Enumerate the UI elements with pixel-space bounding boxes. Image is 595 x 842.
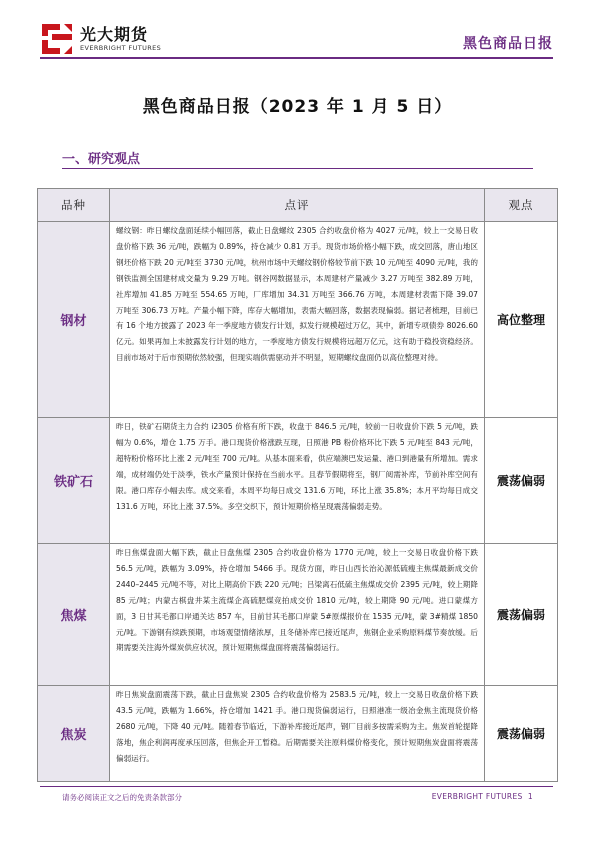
table-header-row (38, 189, 558, 222)
variety-view: 震荡偏弱 (485, 544, 558, 686)
page-number: 1 (527, 792, 533, 801)
variety-comment: 昨日焦煤盘面大幅下跌，截止日盘焦煤 2305 合约收盘价格为 1770 元/吨，较上一交易日收盘价格下跌 56.5 元/吨，跌幅为 3.09%，持仓增加 5466 手。现货方面，昨日山西长治沁源低硫瘦主焦煤最新成交价 2440–2445 元/吨不等，对比上期高价下跌 220 元/吨；吕梁离石低硫主焦煤成交价 2395 元/吨，较上期降 85 元/吨；内蒙古棋盘井某主流煤企高硫肥煤竞拍成交价 1810 元/吨，较上期降 90 元/吨。进口蒙煤方面，3 日甘其毛都口岸通关达 857 车，目前甘其毛都口岸蒙 5#原煤报价在 1535 元/吨，蒙 3#精煤 1850 元/吨。下游钢有续跌预期，市场观望情绪浓厚，且冬储补库已接近尾声，焦钢企业采购原料煤节奏放缓。后期需要关注海外煤炭供应状况，预计短期焦煤盘面将震荡偏弱运行。 (110, 544, 485, 686)
column-header-comment: 点评 (110, 189, 485, 222)
column-header-view: 观点 (485, 189, 558, 222)
table-row (38, 686, 558, 782)
brand-name-en: EVERBRIGHT FUTURES (80, 44, 162, 52)
variety-view: 高位整理 (485, 222, 558, 418)
everbright-logo-icon (40, 22, 74, 56)
variety-name: 钢材 (38, 222, 110, 418)
document-title: 黑色商品日报（2023 年 1 月 5 日） (142, 97, 453, 117)
research-table (37, 188, 558, 782)
table-row (38, 418, 558, 544)
footer-disclaimer: 请务必阅读正文之后的免责条款部分 (62, 793, 182, 802)
section-title: 一、研究观点 (62, 152, 141, 167)
table-row (38, 544, 558, 686)
variety-view: 震荡偏弱 (485, 418, 558, 544)
header-divider (40, 57, 553, 59)
page-header (0, 0, 595, 62)
table-row (38, 222, 558, 418)
report-name: 黑色商品日报 (463, 36, 553, 52)
variety-comment: 螺纹钢：昨日螺纹盘面延续小幅回落，截止日盘螺纹 2305 合约收盘价格为 4027 元/吨，较上一交易日收盘价格下跌 36 元/吨，跌幅为 0.89%，持仓减少 0.81 万手。现货市场价格小幅下跌，成交回落，唐山地区钢坯价格下跌 20 元/吨至 3730 元/吨，杭州市场中天螺纹钢价格较节前下跌 10 元/吨至 4090 元/吨，我的钢铁监测全国建材成交量为 9.29 万吨。钢谷网数据显示，本周建材产量减少 3.27 万吨至 382.89 万吨，社库增加 41.85 万吨至 554.65 万吨，厂库增加 34.31 万吨至 366.76 万吨，本周建材表需下降 39.07 万吨至 306.73 万吨。产量小幅下降，库存大幅增加，表需大幅回落，数据表现偏弱。据记者梳理，目前已有 16 个地方披露了 2023 年一季度地方债发行计划，拟发行规模超过万亿，其中，新增专项债券 8026.60 亿元。如果再加上未披露发行计划的地方，一季度地方债发行规模将远超万亿元，这有助于稳投资稳经济。目前市场对于后市预期依然较强，但现实端供需驱动并不明显，短期螺纹盘面仍以高位整理对待。 (110, 222, 485, 418)
footer-brand: EVERBRIGHT FUTURES (431, 792, 523, 801)
variety-comment: 昨日，铁矿石期货主力合约 i2305 价格有所下跌，收盘于 846.5 元/吨，较前一日收盘价下跌 5 元/吨，跌幅为 0.6%，增仓 1.75 万手。港口现货价格涨跌互现，日照港 PB 粉价格环比下跌 5 元/吨至 843 元/吨，超特粉价格环比上涨 2 元/吨至 700 元/吨。从基本面来看，供应端澳巴发运量、港口到港量有所增加。需求端，成材端仍处于淡季，铁水产量预计保持在当前水平。且春节假期将至，钢厂阅需补库，节前补库空间有限。港口库存小幅去库。成交来看，本周平均每日成交 131.6 万吨，环比上涨 35.8%；本月平均每日成交 131.6 万吨，环比上涨 37.5%。多空交织下，预计短期价格呈现震荡偏弱走势。 (110, 418, 485, 544)
brand-name-cn: 光大期货 (80, 25, 149, 44)
column-header-variety: 品种 (38, 189, 110, 222)
variety-name: 焦炭 (38, 686, 110, 782)
footer-divider (40, 786, 553, 787)
section-divider (62, 168, 533, 169)
footer-brand-page (432, 792, 533, 801)
variety-view: 震荡偏弱 (485, 686, 558, 782)
variety-name: 焦煤 (38, 544, 110, 686)
brand-logo (40, 20, 180, 60)
variety-name: 铁矿石 (38, 418, 110, 544)
variety-comment: 昨日焦炭盘面震荡下跌，截止日盘焦炭 2305 合约收盘价格为 2583.5 元/吨，较上一交易日收盘价格下跌 43.5 元/吨，跌幅为 1.66%，持仓增加 1421 手。港口现货偏弱运行，日照港准一级冶金焦主流现货价格 2680 元/吨，下降 40 元/吨。随着春节临近，下游补库接近尾声，钢厂目前多按需采购为主。焦炭首轮提降落地，焦企利润再度承压回落，但焦企开工暂稳。后期需要关注原料煤价格变化，预计短期焦炭盘面将震荡偏弱运行。 (110, 686, 485, 782)
